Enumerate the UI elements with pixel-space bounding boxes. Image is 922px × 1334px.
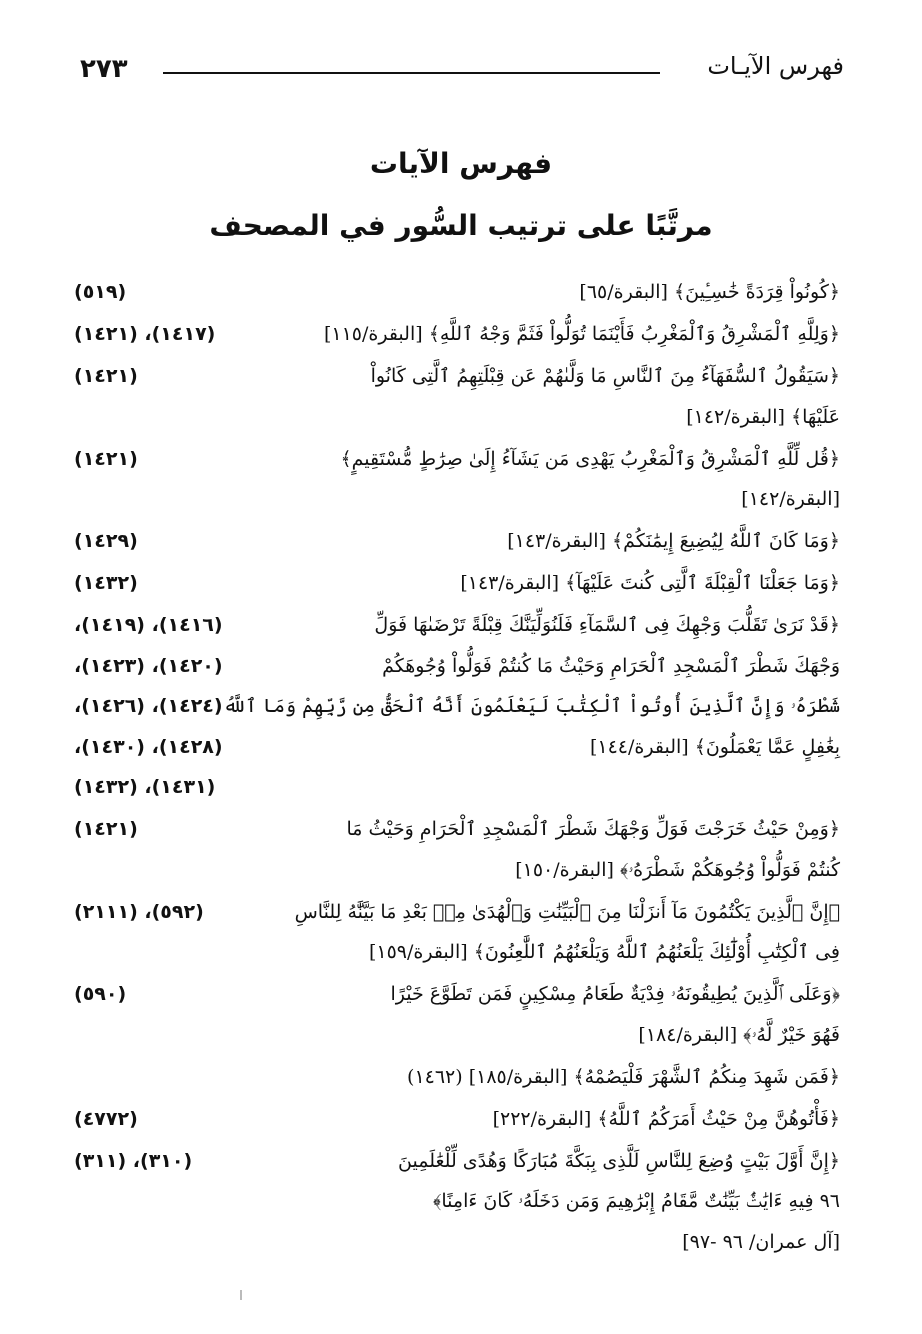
index-entry [60, 563, 840, 604]
hadith-reference-numbers: (١٤٢١) [74, 365, 138, 387]
hadith-reference-numbers: (١٤٣٢) [74, 572, 138, 594]
verse-text-line: ﴿وَعَلَى ٱلَّذِينَ يُطِيقُونَهُۥ فِدْيَةٌ طَعَامُ مِسْكِينٍ فَمَن تَطَوَّعَ خَيْرًا [390, 983, 840, 1005]
verse-text-line: ﴿إِنَّ ٱلَّذِينَ يَكْتُمُونَ مَآ أَنزَلْنَا مِنَ ٱلْبَيِّنَٰتِ وَٱلْهُدَىٰ مِنۢ بَعْدِ مَا بَيَّنَّٰهُ لِلنَّاسِ [294, 900, 840, 923]
hadith-reference-numbers: (١٤٢١) [74, 447, 138, 470]
hadith-reference-numbers: (١٤٢٠)، (١٤٢٣)، [74, 654, 223, 677]
hadith-reference-numbers: (٣١٠)، (٣١١) [74, 1149, 193, 1172]
page-subtitle: مرتَّبًا على ترتيب السُّور في المصحف [209, 209, 713, 242]
index-entry [60, 272, 840, 313]
verse-text-line: شَطْرَهُۥ وَإِنَّ ٱلَّذِينَ أُوتُواْ ٱلْكِتَٰبَ لَيَعْلَمُونَ أَنَّهُ ٱلْحَقُّ مِن رَّبِّهِمْ وَمَا ٱللَّهُ [223, 695, 840, 717]
verse-text-line: ﴿إِنَّ أَوَّلَ بَيْتٍ وُضِعَ لِلنَّاسِ لَلَّذِى بِبَكَّةَ مُبَارَكًا وَهُدًى لِّلْعَٰلَمِينَ [398, 1149, 840, 1172]
hadith-reference-numbers: (٤٧٧٢) [74, 1107, 138, 1130]
verse-text-line: [البقرة/١٤٢] [741, 488, 840, 510]
index-entry [60, 1141, 840, 1263]
hadith-reference-numbers: (٥٩٢)، (٢١١١) [74, 900, 204, 923]
title-block [0, 142, 922, 248]
hadith-reference-numbers: (٥٩٠) [74, 983, 127, 1005]
hadith-reference-numbers: (١٤٢٤)، (١٤٢٦)، [74, 695, 223, 717]
index-entry [60, 314, 840, 355]
verse-text-line: ﴿كُونُواْ قِرَدَةً خَٰسِـِٔينَ﴾ [البقرة/٦٥] [579, 281, 840, 303]
verse-text-line: فِى ٱلْكِتَٰبِ أُوْلَٰٓئِكَ يَلْعَنُهُمُ ٱللَّهُ وَيَلْعَنُهُمُ ٱللَّٰعِنُونَ﴾ [البقرة/١٥٩] [368, 941, 840, 963]
hadith-reference-numbers: (٥١٩) [74, 281, 127, 303]
hadith-reference-numbers: (١٤١٧)، (١٤٢١) [74, 323, 216, 345]
index-entry [60, 974, 840, 1055]
page-title: فهرس الآيات [369, 147, 553, 180]
index-entry [60, 1099, 840, 1140]
verse-text-line: ﴿وَمِنْ حَيْثُ خَرَجْتَ فَوَلِّ وَجْهَكَ شَطْرَ ٱلْمَسْجِدِ ٱلْحَرَامِ وَحَيْثُ مَا [346, 818, 840, 840]
hadith-reference-numbers: (١٤٢٩) [74, 530, 138, 552]
verse-text-line: عَلَيْهَا﴾ [البقرة/١٤٢] [686, 405, 840, 428]
verse-text-line: ﴿سَيَقُولُ ٱلسُّفَهَآءُ مِنَ ٱلنَّاسِ مَا وَلَّىٰهُمْ عَن قِبْلَتِهِمُ ٱلَّتِى كَانُواْ [370, 365, 840, 387]
running-title: فهرس الآيـات [707, 52, 844, 80]
page-number: ٢٧٣ [80, 54, 128, 84]
hadith-reference-numbers: (١٤٢١) [74, 818, 138, 840]
verse-text-line: ﴿قَدْ نَرَىٰ تَقَلُّبَ وَجْهِكَ فِى ٱلسَّمَآءِ فَلَنُوَلِّيَنَّكَ قِبْلَةً تَرْضَىٰهَا فَوَلِّ [374, 614, 840, 636]
index-entry [60, 809, 840, 890]
hadith-reference-numbers: (١٤٣١)، (١٤٣٢) [74, 776, 216, 798]
verse-text-line: فَهُوَ خَيْرٌ لَّهُۥ﴾ [البقرة/١٨٤] [638, 1023, 840, 1046]
hadith-reference-numbers: (١٤١٦)، (١٤١٩)، [74, 614, 223, 636]
running-header [70, 50, 850, 90]
index-entry [60, 439, 840, 520]
verse-text-line: كُنتُمْ فَوَلُّواْ وُجُوهَكُمْ شَطْرَهُۥ﴾ [البقرة/١٥٠] [515, 858, 840, 881]
index-entry [60, 356, 840, 437]
verse-text-line: ﴿قُل لِّلَّهِ ٱلْمَشْرِقُ وَٱلْمَغْرِبُ يَهْدِى مَن يَشَآءُ إِلَىٰ صِرَٰطٍ مُّسْتَقِيمٍ﴾ [340, 447, 840, 470]
index-entry [60, 605, 840, 808]
index-entry [60, 1057, 840, 1098]
verse-text-line: وَجْهَكَ شَطْرَ ٱلْمَسْجِدِ ٱلْحَرَامِ وَحَيْثُ مَا كُنتُمْ فَوَلُّواْ وُجُوهَكُمْ [382, 654, 840, 677]
verse-text-line: ﴿وَلِلَّهِ ٱلْمَشْرِقُ وَٱلْمَغْرِبُ فَأَيْنَمَا تُوَلُّواْ فَثَمَّ وَجْهُ ٱللَّهِ﴾ [البقرة/١١٥] [323, 323, 840, 345]
verse-text-line: ﴿فَمَن شَهِدَ مِنكُمُ ٱلشَّهْرَ فَلْيَصُمْهُ﴾ [البقرة/١٨٥] (١٤٦٢) [407, 1065, 840, 1088]
index-entry [60, 521, 840, 562]
index-entry [60, 892, 840, 973]
verse-text-line: ﴿وَمَا كَانَ ٱللَّهُ لِيُضِيعَ إِيمَٰنَكُمْ﴾ [البقرة/١٤٣] [507, 530, 840, 552]
verse-text-line: ٩٦ فِيهِ ءَايَٰتٌۢ بَيِّنَٰتٌ مَّقَامُ إِبْرَٰهِيمَ وَمَن دَخَلَهُۥ كَانَ ءَامِنًا﴾ [432, 1190, 840, 1212]
hadith-reference-numbers: (١٤٢٨)، (١٤٣٠)، [74, 735, 223, 758]
verse-text-line: [آل عمران/ ٩٦ -٩٧] [682, 1230, 840, 1253]
verse-text-line: بِغَٰفِلٍ عَمَّا يَعْمَلُونَ﴾ [البقرة/١٤٤] [589, 735, 840, 758]
verse-text-line: ﴿وَمَا جَعَلْنَا ٱلْقِبْلَةَ ٱلَّتِى كُنتَ عَلَيْهَآ﴾ [البقرة/١٤٣] [460, 572, 840, 594]
header-rule [163, 72, 660, 74]
margin-mark [240, 1290, 242, 1300]
verse-text-line: ﴿فَأْتُوهُنَّ مِنْ حَيْثُ أَمَرَكُمُ ٱللَّهُ﴾ [البقرة/٢٢٢] [492, 1107, 840, 1130]
